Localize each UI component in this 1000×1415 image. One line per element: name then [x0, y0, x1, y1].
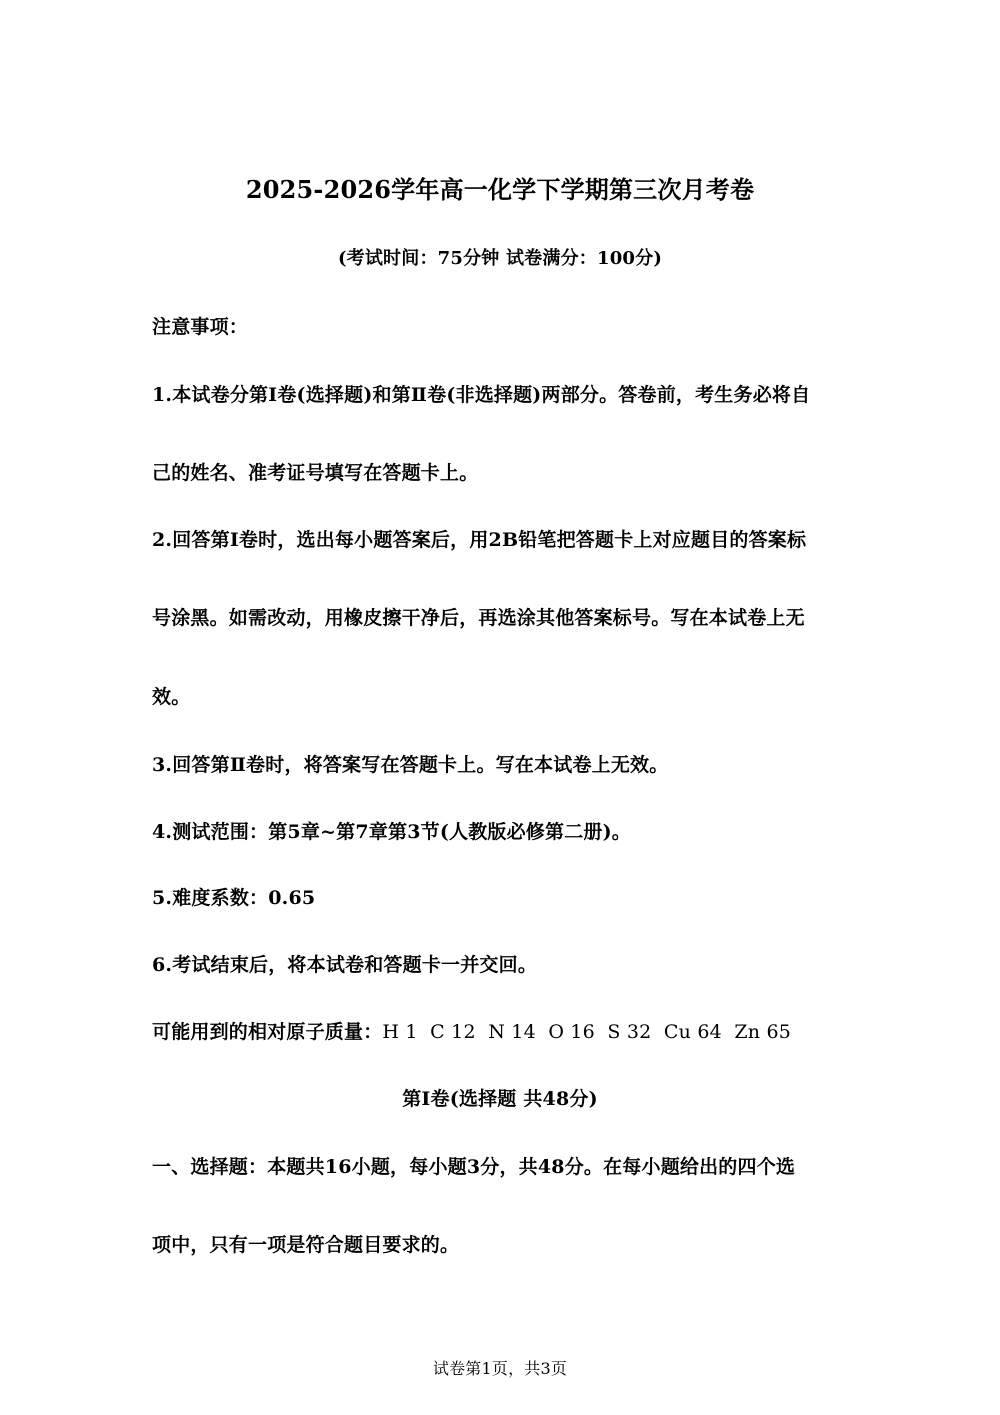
note-4: 4.测试范围：第5章~第7章第3节(人教版必修第二册)。	[152, 821, 631, 843]
note-2-line-2: 号涂黑。如需改动，用橡皮擦干净后，再选涂其他答案标号。写在本试卷上无	[152, 607, 805, 629]
section-1-instruction-line-1: 一、选择题：本题共16小题，每小题3分，共48分。在每小题给出的四个选	[152, 1156, 796, 1178]
note-3: 3.回答第Ⅱ卷时，将答案写在答题卡上。写在本试卷上无效。	[152, 754, 669, 776]
note-5: 5.难度系数：0.65	[152, 887, 316, 909]
exam-info: (考试时间：75分钟 试卷满分：100分)	[337, 248, 663, 269]
section-1-heading: 第Ⅰ卷(选择题 共48分)	[402, 1088, 598, 1110]
page-footer: 试卷第1页，共3页	[432, 1359, 568, 1378]
note-6: 6.考试结束后，将本试卷和答题卡一并交回。	[152, 954, 538, 976]
note-1-line-2: 己的姓名、准考证号填写在答题卡上。	[152, 462, 479, 484]
note-2-line-3: 效。	[152, 686, 191, 708]
note-2-line-1: 2.回答第Ⅰ卷时，选出每小题答案后，用2B铅笔把答题卡上对应题目的答案标	[152, 529, 807, 551]
atomic-mass-label: 可能用到的相对原子质量：	[152, 1021, 383, 1043]
page-title: 2025-2026学年高一化学下学期第三次月考卷	[245, 175, 755, 204]
notes-heading: 注意事项：	[152, 316, 249, 338]
atomic-mass-row	[152, 1017, 791, 1044]
note-1-line-1: 1.本试卷分第Ⅰ卷(选择题)和第Ⅱ卷(非选择题)两部分。答卷前，考生务必将自	[152, 384, 811, 406]
section-1-instruction-line-2: 项中，只有一项是符合题目要求的。	[152, 1234, 460, 1256]
atomic-mass-values: H 1 C 12 N 14 O 16 S 32 Cu 64 Zn 65	[382, 1021, 792, 1043]
